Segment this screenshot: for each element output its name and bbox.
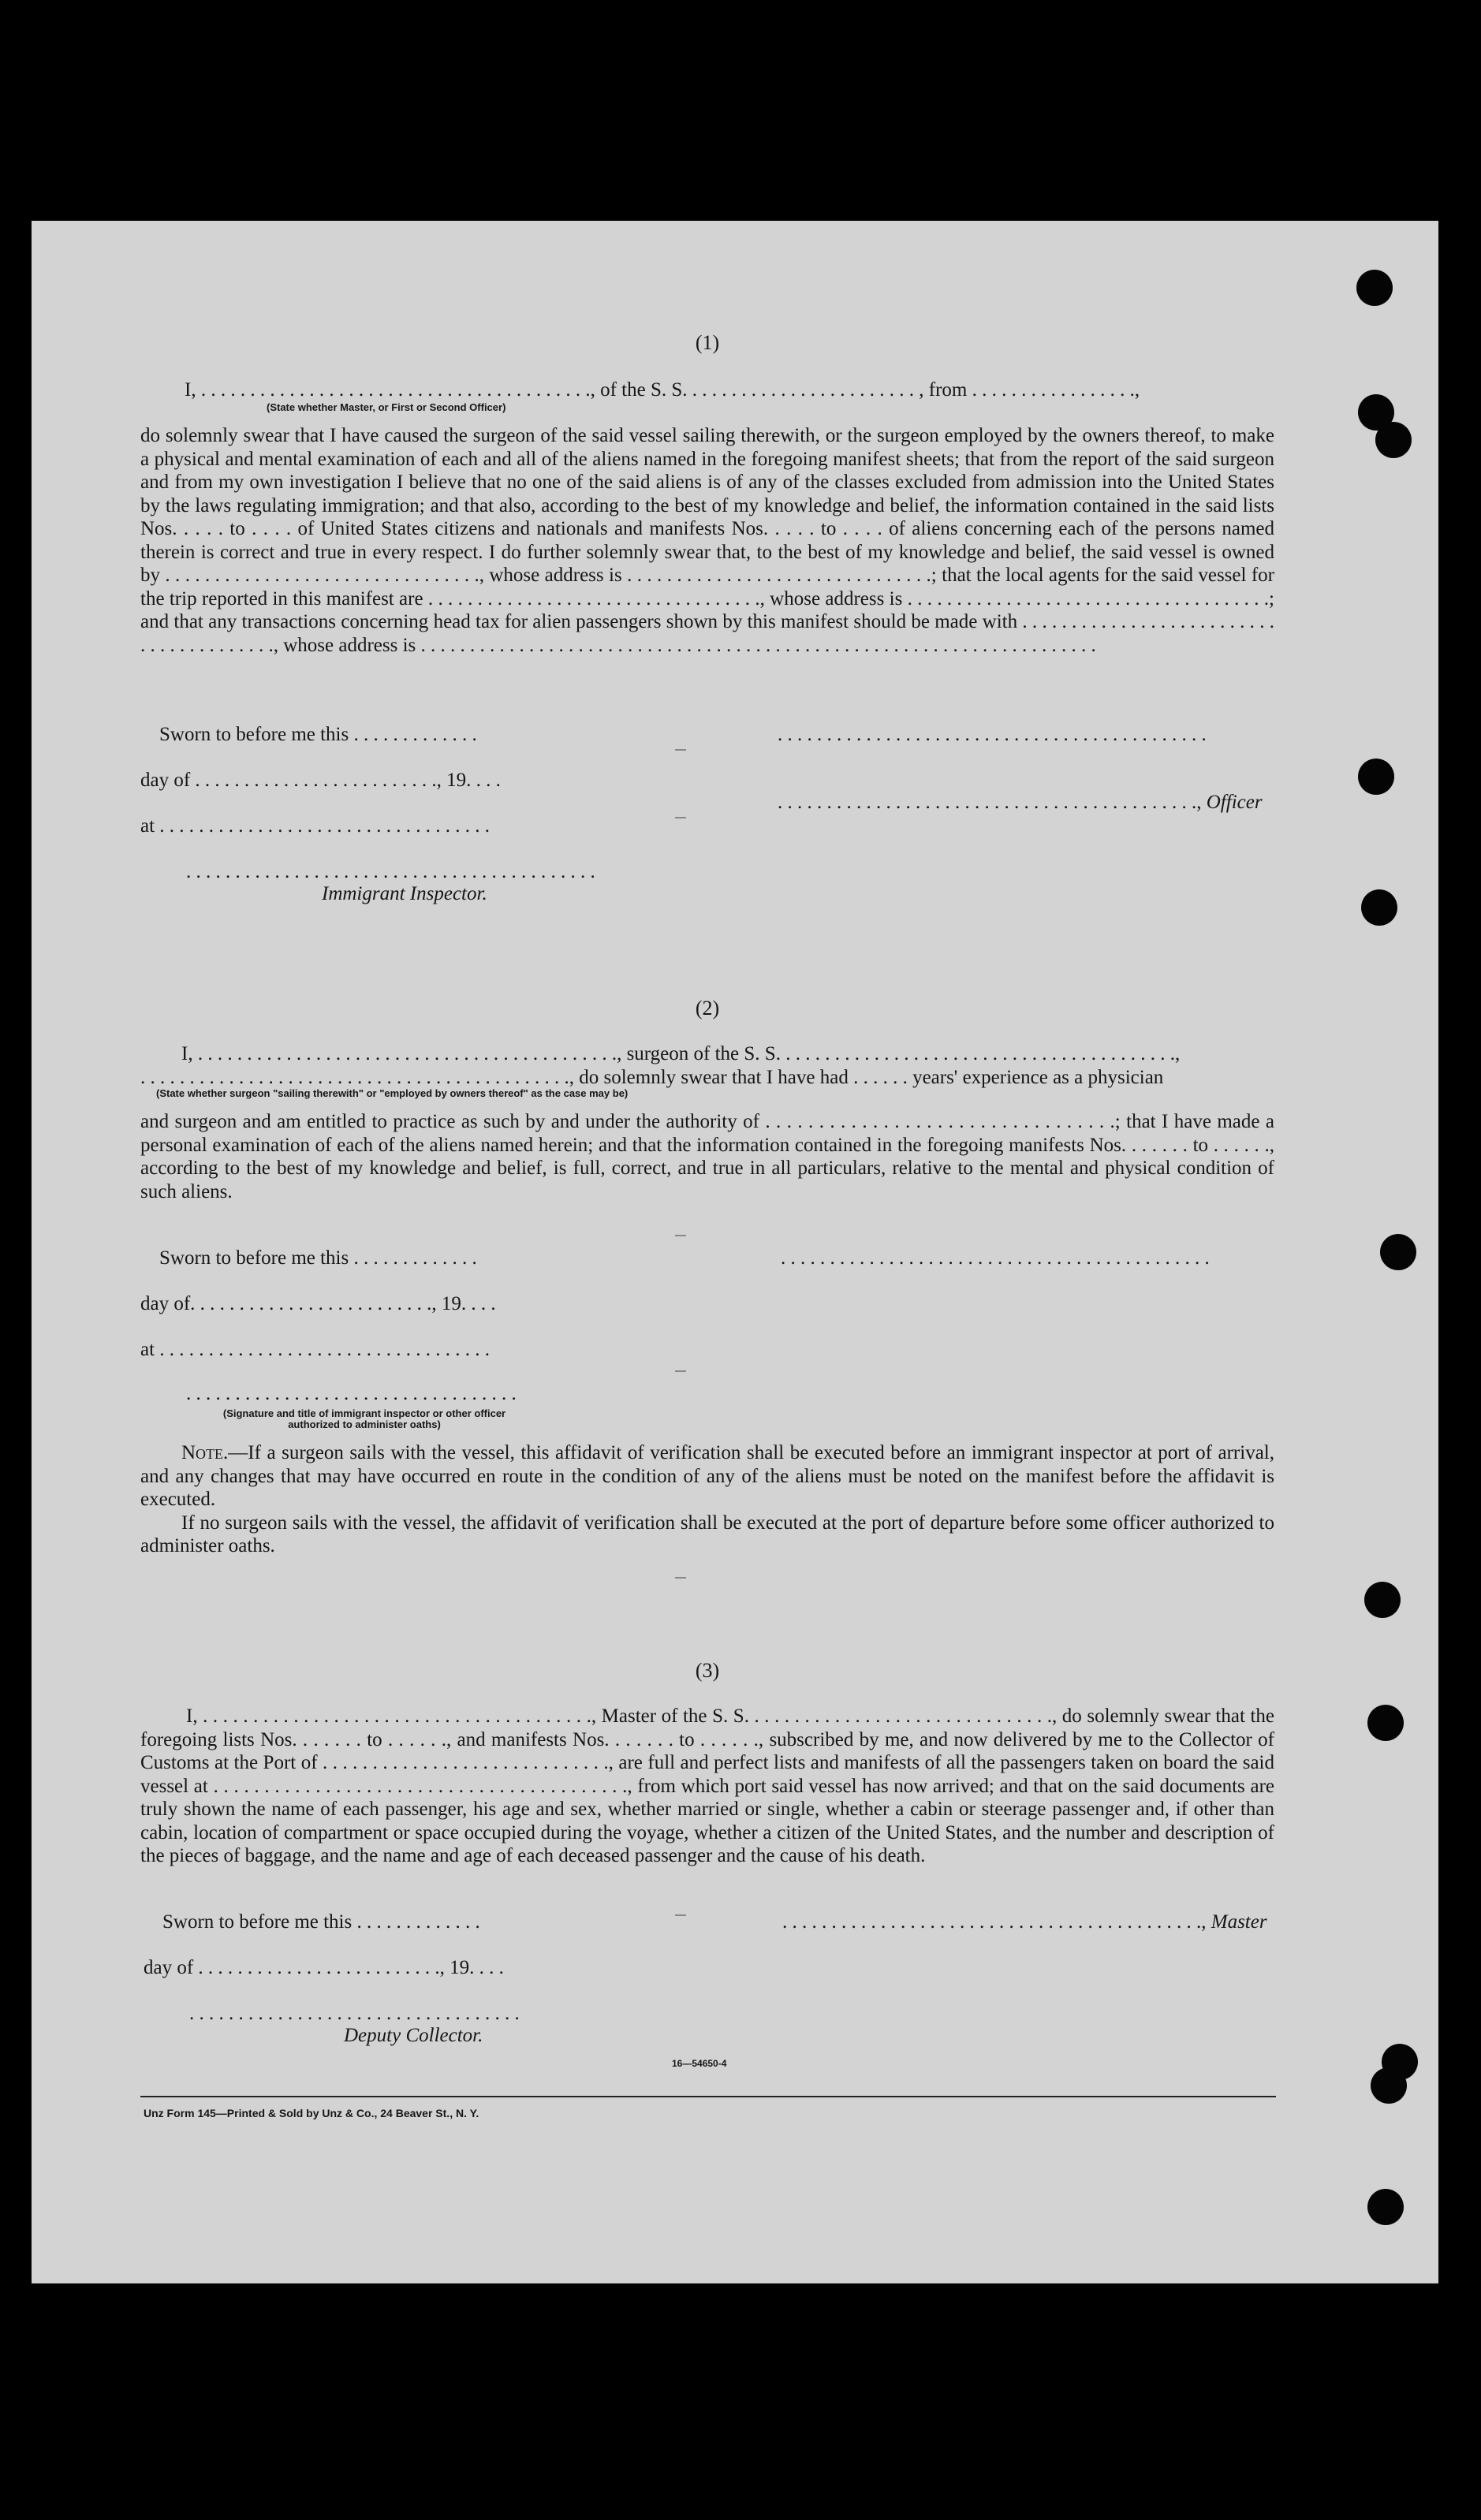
day-of-line: day of . . . . . . . . . . . . . . . . . . . . . . . . ., 19. . . .	[144, 1957, 504, 1978]
note-label: Note.	[181, 1442, 229, 1463]
sworn-line: Sworn to before me this . . . . . . . . . . . . .	[162, 1911, 480, 1933]
collector-signature-line: . . . . . . . . . . . . . . . . . . . . . . . . . . . . . . . . . .	[189, 2003, 520, 2024]
surgeon-status-caption: (State whether surgeon "sailing therewith" or "employed by owners thereof" as the case may be)	[156, 1087, 629, 1099]
punch-hole	[1356, 270, 1393, 306]
master-label: Master	[1211, 1911, 1267, 1933]
officer-signature-line: . . . . . . . . . . . . . . . . . . . . . . . . . . . . . . . . . . . . . . . . . . ., Officer	[778, 792, 1263, 813]
note-paragraph-2: If no surgeon sails with the vessel, the affidavit of verification shall be executed at the port of departure before some officer authorized to administer oaths.	[140, 1512, 1274, 1556]
section-number: (2)	[695, 997, 720, 1020]
punch-hole	[1367, 1705, 1404, 1741]
form-code: 16—54650-4	[672, 2058, 727, 2069]
officer-name-line: I, . . . . . . . . . . . . . . . . . . . . . . . . . . . . . . . . . . . . . . . ., of the S. S. . . . . . . . . . . . . . . . . . . . . . . . , from . . . . . . . . . . . . . . . . .,	[185, 379, 1140, 401]
surgeon-name-line: I, . . . . . . . . . . . . . . . . . . . . . . . . . . . . . . . . . . . . . . . . . . ., surgeon of the S. S. . . . . . . . . . . . . . . . . . . . . . . . . . . . . . . . . . . . . . . . .,	[181, 1043, 1181, 1064]
surgeon-oath-paragraph: and surgeon and am entitled to practice as such by and under the authority of . . . . . . . . . . . . . . . . . . . . . . . . . . . . . . . . .; that I have made a personal examination of each of the aliens named herein; and that the information contained in the foregoing manifests Nos. . . . . . . to . . . . . ., according to the best of my knowledge and belief, is full, correct, and true in all particulars, relative to the mental and physical condition of such aliens.	[140, 1111, 1274, 1202]
officer-rank-caption: (State whether Master, or First or Second Officer)	[267, 401, 506, 413]
day-of-line: day of . . . . . . . . . . . . . . . . . . . . . . . . ., 19. . . .	[140, 770, 501, 791]
section-number: (1)	[695, 331, 720, 354]
collector-label: Deputy Collector.	[344, 2025, 483, 2046]
punch-hole	[1371, 2067, 1407, 2104]
section-number: (3)	[695, 1659, 720, 1682]
center-mark	[675, 1577, 686, 1579]
center-mark	[675, 1370, 686, 1372]
punch-hole	[1364, 1582, 1401, 1618]
center-mark	[675, 749, 686, 751]
center-mark	[675, 817, 686, 818]
printer-imprint: Unz Form 145—Printed & Sold by Unz & Co., 24 Beaver St., N. Y.	[144, 2107, 479, 2119]
punch-hole	[1380, 1234, 1416, 1270]
sworn-line: Sworn to before me this . . . . . . . . . . . . .	[159, 724, 477, 745]
section-1	[140, 331, 1274, 355]
punch-hole	[1367, 2189, 1404, 2225]
sworn-line: Sworn to before me this . . . . . . . . . . . . .	[159, 1247, 477, 1269]
punch-hole	[1361, 889, 1397, 926]
section-3-signatures	[140, 1911, 1274, 2053]
footer-rule	[140, 2096, 1276, 2097]
section-3	[140, 1659, 1274, 1683]
at-line: at . . . . . . . . . . . . . . . . . . . . . . . . . . . . . . . . . .	[140, 815, 491, 837]
center-mark	[675, 1235, 686, 1236]
section-2	[140, 997, 1274, 1020]
inspector-signature-line: . . . . . . . . . . . . . . . . . . . . . . . . . . . . . . . . . .	[186, 1383, 517, 1404]
section-1-body	[140, 424, 1274, 657]
master-oath-paragraph: I, . . . . . . . . . . . . . . . . . . . . . . . . . . . . . . . . . . . . . . ., Master of the S. S. . . . . . . . . . . . . . . . . . . . . . . . . . . . . . ., do solemnly swear that the foregoing lists Nos. . . . . . . to . . . . . ., and manifests Nos. . . . . . . to . . . . . ., subscribed by me, and now delivered by me to the Collector of Customs at the Port of . . . . . . . . . . . . . . . . . . . . . . . . . . . . ., are full and perfect lists and manifests of all the passengers taken on board the said vessel at . . . . . . . . . . . . . . . . . . . . . . . . . . . . . . . . . . . . . . . . ., from which port said vessel has now arrived; and that on the said documents are truly shown the name of each passenger, his age and sex, whether married or single, whether a cabin or steerage passenger and, if other than cabin, location of compartment or space occupied during the voyage, whether a citizen of the United States, and the number and description of the pieces of baggage, and the name and age of each deceased passenger and the cause of his death.	[140, 1705, 1274, 1866]
signature-title-caption: (Signature and title of immigrant inspector or other officer authorized to administer oaths)	[222, 1407, 506, 1430]
section-2-body	[140, 1110, 1274, 1203]
section-1-header	[140, 378, 1274, 413]
surgeon-signature-line: . . . . . . . . . . . . . . . . . . . . . . . . . . . . . . . . . . . . . . . . . . . .	[781, 1247, 1210, 1269]
officer-label: Officer	[1206, 792, 1263, 813]
section-2-note	[140, 1441, 1274, 1558]
punch-hole	[1358, 759, 1394, 795]
inspector-label: Immigrant Inspector.	[322, 883, 487, 904]
master-signature-line: . . . . . . . . . . . . . . . . . . . . . . . . . . . . . . . . . . . . . . . . . . ., Master	[782, 1911, 1267, 1933]
surgeon-experience-line: . . . . . . . . . . . . . . . . . . . . . . . . . . . . . . . . . . . . . . . . . . . ., do solemnly swear that I have had . . . . . . years' experience as a physician	[140, 1066, 1164, 1088]
punch-hole	[1375, 422, 1412, 458]
oath-paragraph: do solemnly swear that I have caused the surgeon of the said vessel sailing therewith, or the surgeon employed by the owners thereof, to make a physical and mental examination of each and all of the aliens named in the foregoing manifest sheets; that from the report of the said surgeon and from my own investigation I believe that no one of the said aliens is of any of the classes excluded from admission into the United States by the laws regulating immigration; and that also, according to the best of my knowledge and belief, the information contained in the said lists Nos. . . . . to . . . . of United States citizens and nationals and manifests Nos. . . . . to . . . . of aliens concerning each of the persons named therein is correct and true in every respect. I do further solemnly swear that, to the best of my knowledge and belief, the said vessel is owned by . . . . . . . . . . . . . . . . . . . . . . . . . . . . . . . ., whose address is . . . . . . . . . . . . . . . . . . . . . . . . . . . . . . .; that the local agents for the said vessel for the trip reported in this manifest are . . . . . . . . . . . . . . . . . . . . . . . . . . . . . . . . . ., whose address is . . . . . . . . . . . . . . . . . . . . . . . . . . . . . . . . . . . . .; and that any transactions concerning head tax for alien passengers shown by this manifest should be made with . . . . . . . . . . . . . . . . . . . . . . . . . . . . . . . . . . . . . . . ., whose address is . . . . . . . . . . . . . . . . . . . . . . . . . . . . . . . . . . . . . . . . . . . . . . . . . . . . . . . . . . . . . . . . . . . . .	[140, 425, 1274, 656]
section-1-signatures	[140, 724, 1274, 913]
note-paragraph	[140, 1441, 1274, 1512]
center-mark	[675, 1914, 686, 1916]
section-2-header	[140, 1042, 1274, 1099]
note-text: —If a surgeon sails with the vessel, this affidavit of verification shall be executed before an immigrant inspector at port of arrival, and any changes that may have occurred en route in the condition of any of the aliens must be noted on the manifest before the affidavit is executed.	[140, 1442, 1274, 1510]
day-of-line: day of. . . . . . . . . . . . . . . . . . . . . . . . ., 19. . . .	[140, 1293, 496, 1314]
at-line: at . . . . . . . . . . . . . . . . . . . . . . . . . . . . . . . . . .	[140, 1339, 491, 1360]
signature-line: . . . . . . . . . . . . . . . . . . . . . . . . . . . . . . . . . . . . . . . . . . . .	[778, 724, 1207, 745]
section-3-body	[140, 1705, 1274, 1868]
inspector-signature-line: . . . . . . . . . . . . . . . . . . . . . . . . . . . . . . . . . . . . . . . . . .	[186, 861, 595, 882]
